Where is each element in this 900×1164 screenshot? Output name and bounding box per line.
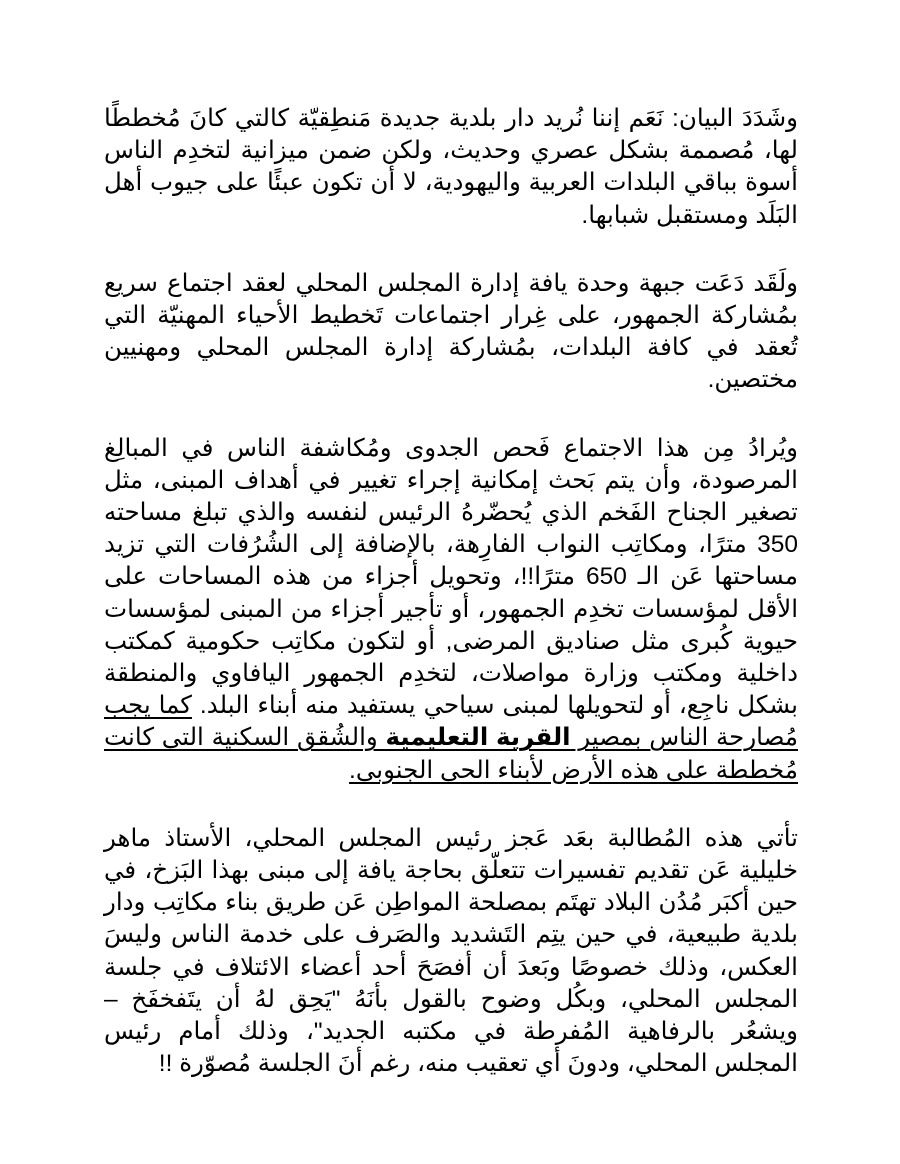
paragraph-meeting-purpose [104,433,798,787]
paragraph-statement: وشَدَدَ البيان: نَعَم إننا نُريد دار بلدية جديدة مَنطِقيّة كالتي كانَ مُخططًا لها، مُصممة بشكل عصري وحديث، ولكن ضمن ميزانية لتخدِم الناس أسوة بباقي البلدات العربية واليهودية، لا أن تكون عبئًا على جيوب أهل البَلَد ومستقبل شبابها. [104,105,798,229]
paragraph-meeting-call: ولَقَد دَعَت جبهة وحدة يافة إدارة المجلس المحلي لعقد اجتماع سريع بمُشاركة الجمهور، على غِرار اجتماعات تَخطيط الأحياء المهنيّة التي تُعقد في كافة البلدات، بمُشاركة إدارة المجلس المحلي ومهنيين مختصين. [104,269,798,394]
underlined-demand-start: كما يجب مُصارحة الناس بمصير [104,692,798,752]
document-page [104,103,798,1116]
underlined-demand-end: والشُقق السكنية التى كانت مُخططة على هذه الأرض لأبناء الحى الجنوبى. [104,724,798,784]
paragraph-council-head: تأتي هذه المُطالبة بعَد عَجز رئيس المجلس المحلي، الأستاذ ماهر خليلية عَن تقديم تفسيرات تتعلّق بحاجة يافة إلى مبنى بهذا البَزخ، في حين أكبَر مُدُن البلاد تهتَم بمصلحة المواطِن عَن طريق بناء مكاتِب ودار بلدية طبيعية، في حين يتِم التَشديد والصَرف على خدمة الناس وليسَ العكس، وذلك خصوصًا وبَعدَ أن أفصَحَ أحد أعضاء الائتلاف في جلسة المجلس المحلي، وبكُل وضوح بالقول بأنَهُ "يَحِق لهُ أن يتَفخفَخ – ويشعُر بالرفاهية المُفرطة في مكتبه الجديد"، وذلك أمام رئيس المجلس المحلي، ودونَ أي تعقيب منه، رغم أنَ الجلسة مُصوّرة !! [104,824,798,1078]
paragraph-meeting-purpose-text: ويُرادُ مِن هذا الاجتماع فَحص الجدوى ومُكاشفة الناس في المبالِغ المرصودة، وأن يتم بَحث إمكانية إجراء تغيير في أهداف المبنى، مثل تصغير الجناح الفَخم الذي يُحضّرهُ الرئيس لنفسه والذي تبلغ مساحته 350 مترًا، ومكاتِب النواب الفارِهة، بالإضافة إلى الشُرُفات التي تزيد مساحتها عَن الـ 650 مترًا!!، وتحويل أجزاء من هذه المساحات على الأقل لمؤسسات تخدِم الجمهور، أو تأجير أجزاء من المبنى لمؤسسات حيوية كُبرى مثل صناديق المرضى, أو لتكون مكاتِب حكومية كمكتب داخلية ومكتب وزارة مواصلات، لتخدِم الجمهور اليافاوي والمنطقة بشكل ناجِع، أو لتحويلها لمبنى سياحي يستفيد منه أبناء البلد. [104,434,798,720]
bold-educational-village: القرية التعليمية [385,724,571,752]
